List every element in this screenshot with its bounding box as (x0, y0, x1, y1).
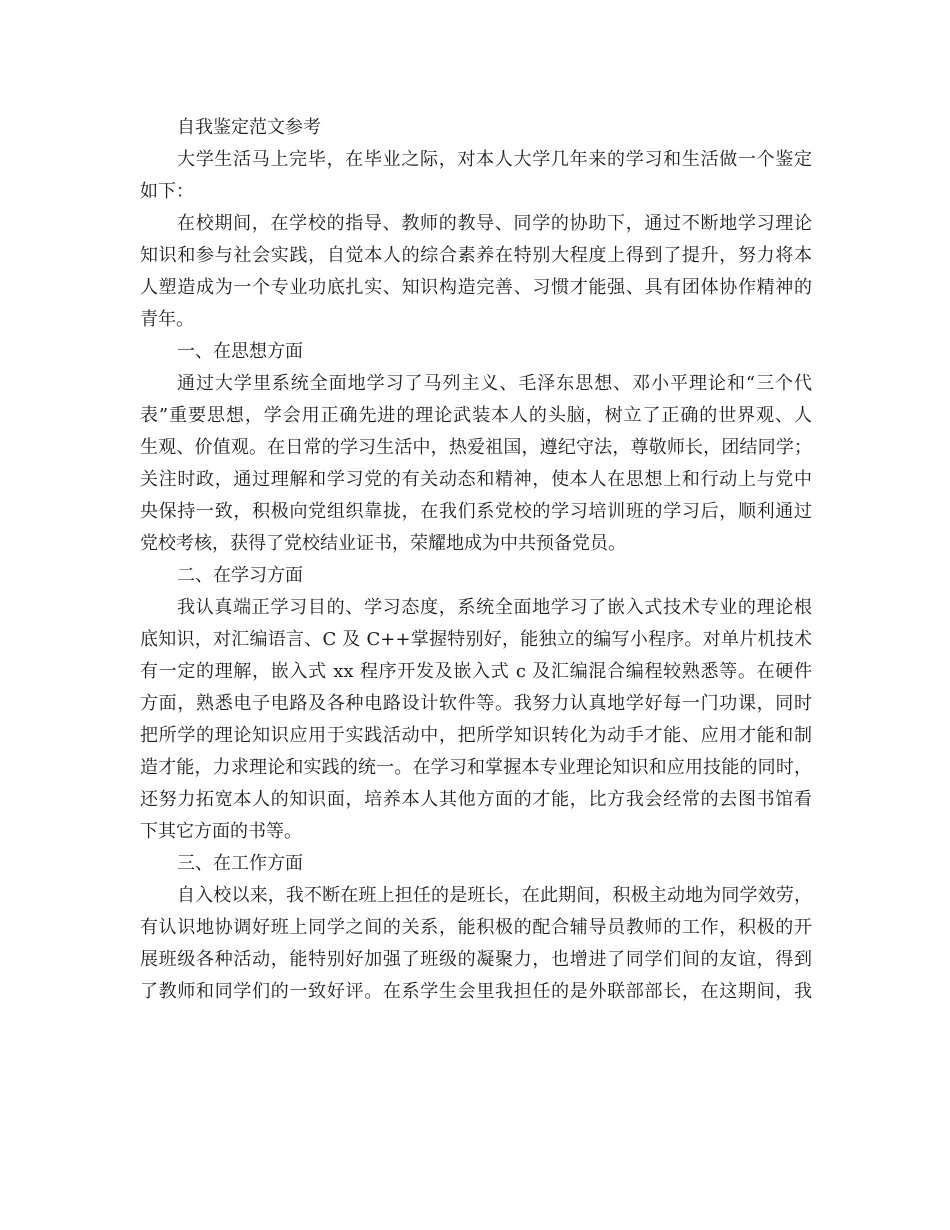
paragraph-line: 底知识，对汇编语言、C 及 C++掌握特别好，能独立的编写小程序。对单片机技术 (140, 629, 812, 650)
paragraph-line: 表”重要思想，学会用正确先进的理论武装本人的头脑，树立了正确的世界观、人 (140, 405, 812, 426)
paragraph-line: 通过大学里系统全面地学习了马列主义、毛泽东思想、邓小平理论和“三个代 (177, 373, 812, 394)
paragraph-line: 有认识地协调好班上同学之间的关系，能积极的配合辅导员教师的工作，积极的开 (140, 917, 812, 938)
paragraph-line: 关注时政，通过理解和学习党的有关动态和精神，使本人在思想上和行动上与党中 (140, 469, 812, 490)
paragraph-line: 造才能，力求理论和实践的统一。在学习和掌握本专业理论知识和应用技能的同时， (140, 757, 812, 778)
section-heading: 三、在工作方面 (177, 853, 303, 874)
paragraph-line: 我认真端正学习目的、学习态度，系统全面地学习了嵌入式技术专业的理论根 (177, 597, 812, 618)
document-page (140, 112, 812, 1008)
paragraph-line: 人塑造成为一个专业功底扎实、知识构造完善、习惯才能强、具有团体协作精神的 (140, 277, 812, 298)
section-heading: 二、在学习方面 (177, 565, 303, 586)
section-heading: 一、在思想方面 (177, 341, 303, 362)
paragraph-line: 下其它方面的书等。 (140, 821, 302, 842)
paragraph-line: 党校考核，获得了党校结业证书，荣耀地成为中共预备党员。 (140, 533, 626, 554)
paragraph-line: 央保持一致，积极向党组织靠拢，在我们系党校的学习培训班的学习后，顺利通过 (140, 501, 812, 522)
paragraph-line: 知识和参与社会实践，自觉本人的综合素养在特别大程度上得到了提升，努力将本 (140, 245, 812, 266)
paragraph-line: 自入校以来，我不断在班上担任的是班长，在此期间，积极主动地为同学效劳， (177, 885, 812, 906)
paragraph-line: 方面，熟悉电子电路及各种电路设计软件等。我努力认真地学好每一门功课，同时 (140, 693, 812, 714)
paragraph-line: 生观、价值观。在日常的学习生活中，热爱祖国，遵纪守法，尊敬师长，团结同学； (140, 437, 812, 458)
document-title: 自我鉴定范文参考 (177, 117, 321, 138)
paragraph-line: 如下： (140, 181, 194, 202)
paragraph-line: 展班级各种活动，能特别好加强了班级的凝聚力，也增进了同学们间的友谊，得到 (140, 949, 812, 970)
paragraph-line: 青年。 (140, 309, 194, 330)
paragraph-line: 有一定的理解，嵌入式 xx 程序开发及嵌入式 c 及汇编混合编程较熟悉等。在硬件 (140, 661, 812, 682)
paragraph-line: 大学生活马上完毕，在毕业之际，对本人大学几年来的学习和生活做一个鉴定 (177, 149, 812, 170)
paragraph-line: 把所学的理论知识应用于实践活动中，把所学知识转化为动手才能、应用才能和制 (140, 725, 812, 746)
paragraph-line: 还努力拓宽本人的知识面，培养本人其他方面的才能，比方我会经常的去图书馆看 (140, 789, 812, 810)
paragraph-line: 在校期间，在学校的指导、教师的教导、同学的协助下，通过不断地学习理论 (177, 213, 812, 234)
paragraph-line: 了教师和同学们的一致好评。在系学生会里我担任的是外联部部长，在这期间，我 (140, 981, 812, 1002)
